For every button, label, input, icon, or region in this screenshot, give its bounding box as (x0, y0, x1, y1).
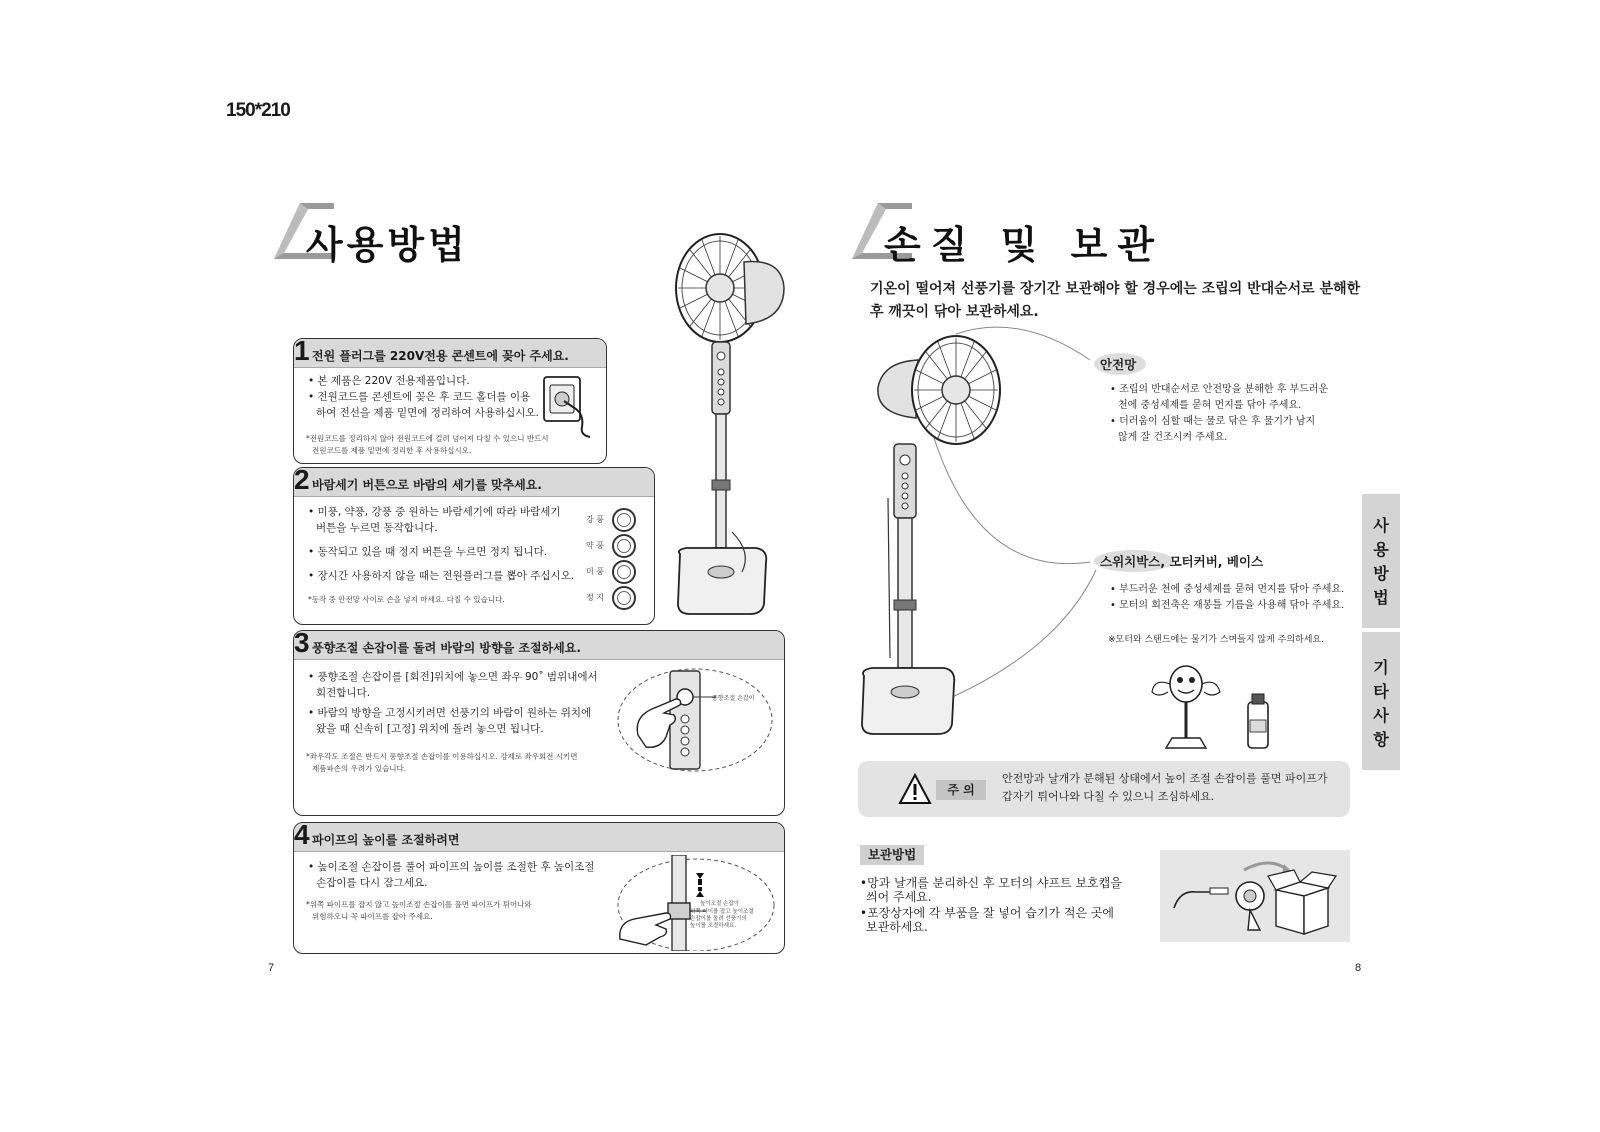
caution-label: 주 의 (936, 780, 986, 800)
step-2-box (293, 467, 655, 625)
bullet-line: 씌어 주세요. (866, 890, 932, 904)
note-line: 위험하오니 꼭 파이프를 잡아 주세요. (312, 912, 433, 921)
section-title-care: 손질 및 보관 (884, 223, 1164, 267)
wall-outlet-plug-icon (540, 375, 598, 439)
strong-wind-button[interactable] (612, 508, 636, 532)
step-number: 1 (294, 338, 310, 366)
caution-box (858, 761, 1350, 817)
note-line: 제품파손의 우려가 있습니다. (312, 764, 407, 773)
section-title-usage: 사용방법 (306, 223, 469, 267)
step-4-header (294, 823, 784, 852)
side-tab-other[interactable] (1362, 632, 1400, 770)
direction-knob-illustration (616, 667, 774, 773)
note-line: *전원코드를 정리하지 않아 전원코드에 걸려 넘어져 다칠 수 있으니 반드시 (306, 434, 549, 443)
bullet-line: • 모터의 회전축은 재봉틀 기름을 사용해 닦아 주세요. (1110, 600, 1345, 611)
note-line: *좌우각도 조절은 반드시 풍향조절 손잡이를 이용하십시오. 강제로 좌우회전 시키면 (306, 752, 578, 761)
page-number-right: 8 (1355, 962, 1362, 974)
page-size-label: 150*210 (226, 100, 290, 121)
side-tab-label: 사 용 방 법 (1373, 516, 1389, 607)
step-1-box (293, 338, 607, 464)
stand-fan-illustration (672, 232, 794, 628)
light-wind-button[interactable] (612, 560, 636, 584)
bullet-line: • 미풍, 약풍, 강풍 중 원하는 바람세기에 따라 바람세기 (308, 506, 561, 518)
bullet-line: •망과 날개를 분리하신 후 모터의 샤프트 보호캡을 (860, 876, 1122, 890)
fan-cleaning-illustration (1150, 664, 1300, 754)
step-3-header (294, 631, 784, 660)
bullet-line: 손잡이를 다시 잠그세요. (316, 877, 428, 889)
caution-text-line: 안전망과 날개가 분해된 상태에서 높이 조절 손잡이를 풀면 파이프가 (1002, 772, 1328, 785)
step-title: 전원 플러그를 220V전용 콘센트에 꽂아 주세요. (312, 349, 569, 363)
storage-label: 보관방법 (860, 845, 924, 865)
callout-height-knob: 손잡이를 돌려 선풍기의 (690, 916, 747, 922)
callout-height-knob: 높이조절 손잡이 (700, 901, 739, 907)
bullet-line: 왔을 때 신속히 [고정] 위치에 돌려 놓으면 됩니다. (316, 723, 544, 735)
bullet-line: 버튼을 누르면 동작합니다. (316, 522, 438, 534)
step-number: 3 (294, 630, 310, 658)
step-1-header (294, 339, 606, 368)
bullet-line: •포장상자에 각 부품을 잘 넣어 습기가 적은 곳에 (860, 906, 1115, 920)
note-line: *위쪽 파이프를 잡지 않고 높이조절 손잡이를 풀면 파이프가 튀어나와 (306, 900, 532, 909)
switch-box-label: 스위치박스, 모터커버, 베이스 (1100, 554, 1264, 569)
caution-text-line: 갑자기 튀어나와 다칠 수 있으니 조심하세요. (1002, 790, 1215, 803)
step-4-box (293, 822, 785, 954)
bullet-line: 천에 중성세제를 묻혀 먼지를 닦아 주세요. (1118, 400, 1302, 411)
callout-direction-knob: 풍향조절 손잡이 (712, 695, 755, 702)
bullet-line: • 본 제품은 220V 전용제품입니다. (308, 375, 470, 387)
warning-triangle-icon (898, 773, 932, 805)
button-label-light: 미 풍 (586, 567, 604, 576)
button-label-stop: 정 지 (586, 593, 604, 602)
bullet-line: 하여 전선을 제품 밑면에 정리하여 사용하십시오. (316, 407, 539, 419)
medium-wind-button[interactable] (612, 534, 636, 558)
bullet-line: • 동작되고 있을 때 정지 버튼을 누르면 정지 됩니다. (308, 546, 548, 558)
bullet-line: • 조립의 반대순서로 안전망을 분해한 후 부드러운 (1110, 384, 1329, 395)
bullet-line: • 바람의 방향을 고정시키려면 선풍기의 바람이 원하는 위치에 (308, 707, 592, 719)
packing-box-illustration (1160, 850, 1350, 942)
safety-net-label: 안전망 (1100, 357, 1137, 372)
step-number: 4 (294, 822, 310, 850)
callout-height-knob: 위쪽 파이를 잡고 높이조절 (690, 909, 754, 915)
callout-height-knob: 높이를 조절하세요. (690, 923, 737, 929)
side-tab-usage[interactable] (1362, 494, 1400, 628)
step-title: 풍향조절 손잡이를 돌려 바람의 방향을 조절하세요. (312, 641, 581, 655)
bullet-line: • 전원코드를 콘센트에 꽂은 후 코드 홀더를 이용 (308, 391, 531, 403)
bullet-line: • 더러움이 심할 때는 물로 닦은 후 물기가 남지 (1110, 416, 1316, 427)
bullet-line: • 부드러운 천에 중성세제를 묻혀 먼지를 닦아 주세요. (1110, 584, 1345, 595)
step-title: 바람세기 버튼으로 바람의 세기를 맞추세요. (312, 478, 542, 492)
step-3-box (293, 630, 785, 816)
page-number-left: 7 (268, 962, 275, 974)
bullet-line: • 높이조절 손잡이를 풀어 파이프의 높이를 조절한 후 높이조절 (308, 861, 595, 873)
bullet-line: 보관하세요. (866, 920, 928, 934)
note-line: ※모터와 스탠드에는 물기가 스며들지 않게 주의하세요. (1108, 635, 1324, 645)
step-number: 2 (294, 467, 310, 495)
height-adjust-illustration (616, 855, 776, 951)
bullet-line: • 풍향조절 손잡이를 [회전]위치에 놓으면 좌우 90˚ 범위내에서 (308, 671, 598, 683)
note-line: 전원코드를 제품 밑면에 정리한 후 사용하십시오. (312, 446, 472, 455)
note-line: *동작 중 안전망 사이로 손을 넣지 마세요. 다칠 수 있습니다. (308, 595, 505, 604)
intro-line: 기온이 떨어져 선풍기를 장기간 보관해야 할 경우에는 조립의 반대순서로 분해한 (870, 281, 1361, 297)
button-label-medium: 약 풍 (586, 541, 604, 550)
step-title: 파이프의 높이를 조절하려면 (312, 833, 460, 847)
bullet-line: • 장시간 사용하지 않을 때는 전원플러그를 뽑아 주십시오. (308, 570, 575, 582)
intro-line: 후 깨끗이 닦아 보관하세요. (870, 304, 1039, 320)
side-tab-label: 기 타 사 항 (1373, 658, 1389, 749)
button-label-strong: 강 풍 (586, 515, 604, 524)
stop-button[interactable] (612, 586, 636, 610)
bullet-line: 않게 잘 건조시켜 주세요. (1118, 432, 1228, 443)
step-2-header (294, 468, 654, 497)
bullet-line: 회전합니다. (316, 687, 371, 699)
